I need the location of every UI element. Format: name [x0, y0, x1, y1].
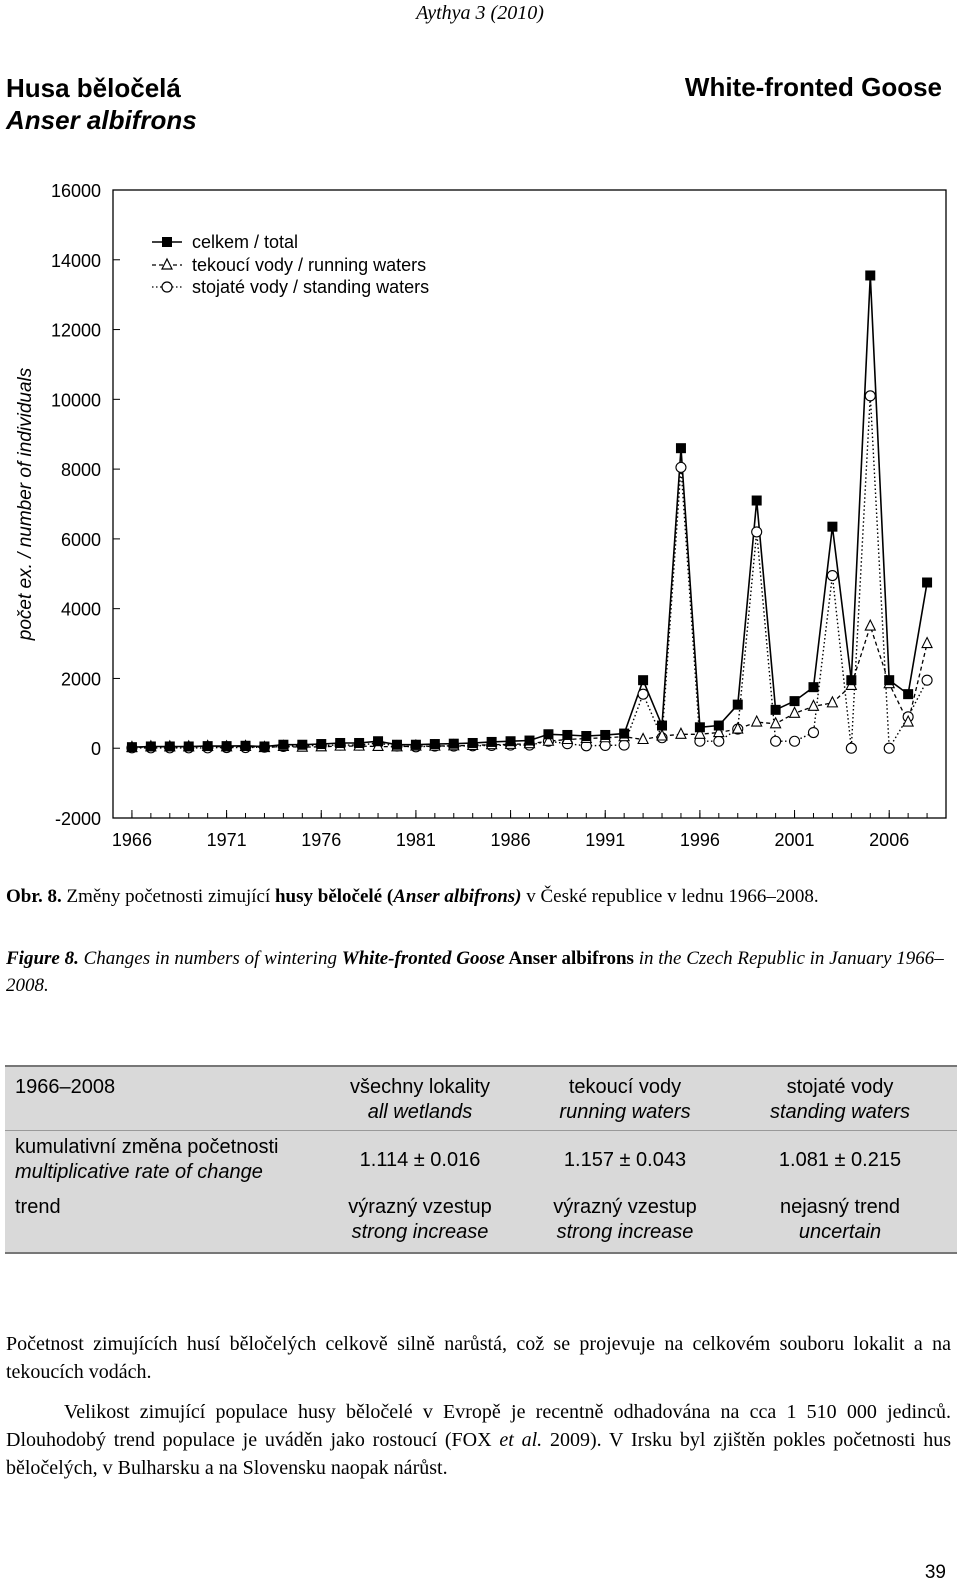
population-trend-chart [0, 170, 960, 860]
caption-en-label: Figure 8. [6, 948, 79, 969]
data-point-total [808, 682, 818, 692]
row-trend-label: trend [15, 1196, 61, 1218]
col-standing-waters-en: standing waters [769, 1101, 911, 1123]
trend-standing-waters-cz: nejasný trend [779, 1196, 901, 1218]
data-point-standing [808, 728, 818, 738]
y-tick-label: 14000 [50, 250, 101, 271]
trend-running-waters-en: strong increase [556, 1221, 694, 1243]
data-point-total [316, 739, 326, 749]
series-line-triangle [132, 626, 927, 747]
series-line-circle [132, 396, 927, 748]
data-point-total [468, 738, 478, 748]
data-point-total [354, 738, 364, 748]
journal-header: Aythya 3 (2010) [416, 2, 544, 24]
paragraph-2-part-2: 2009). V Irsku byl zjištěn pokles početnosti hus běločelých, v Bulharsku a na Slovensku naopak nárůst. [6, 1429, 951, 1479]
data-point-total [790, 696, 800, 706]
caption-en-text-end: in the Czech Republic in January 1966–2008. [6, 948, 944, 996]
legend-standing-marker [162, 282, 172, 292]
legend-total-marker [162, 237, 172, 247]
y-tick-label: -2000 [54, 809, 101, 829]
legend-standing-label: stojaté vody / standing waters [192, 277, 430, 297]
trend-standing-waters [740, 1195, 940, 1245]
data-point-total [676, 443, 686, 453]
x-axis-ticks [112, 810, 927, 850]
data-point-running [922, 638, 932, 648]
data-point-standing [884, 743, 894, 753]
caption-cz-species: husy běločelé ( [274, 886, 394, 907]
data-point-standing [846, 743, 856, 753]
row-rate-cz: kumulativní změna početnosti [15, 1136, 279, 1158]
y-tick-label: 2000 [60, 669, 101, 690]
species-title-czech [6, 72, 197, 136]
data-point-total [752, 496, 762, 506]
data-point-total [733, 700, 743, 710]
data-point-total [714, 721, 724, 731]
data-point-standing [827, 571, 837, 581]
data-point-running [790, 707, 800, 717]
data-point-total [222, 741, 232, 751]
paragraph-european-population [6, 1398, 951, 1482]
series-line-square [132, 276, 927, 748]
x-tick-label: 1971 [206, 830, 247, 850]
data-point-total [373, 736, 383, 746]
figure-caption-czech [6, 883, 951, 910]
trend-running-waters [530, 1195, 720, 1245]
x-tick-label: 1991 [585, 830, 626, 850]
data-point-total [865, 270, 875, 280]
data-point-running [752, 716, 762, 726]
caption-cz-latin: Anser albifrons) [393, 886, 522, 907]
col-running-waters-header [530, 1075, 720, 1125]
data-point-total [543, 729, 553, 739]
data-point-standing [922, 675, 932, 685]
caption-cz-label: Obr. 8. [6, 886, 62, 907]
data-point-standing [714, 736, 724, 746]
x-tick-label: 1986 [490, 830, 531, 850]
data-point-standing [638, 689, 648, 699]
col-standing-waters-cz: stojaté vody [786, 1076, 894, 1098]
data-point-total [846, 675, 856, 685]
y-tick-label: 8000 [60, 460, 101, 481]
data-point-total [449, 739, 459, 749]
legend-running-label: tekoucí vody / running waters [192, 255, 427, 275]
trend-standing-waters-en: uncertain [798, 1221, 882, 1243]
col-all-wetlands-cz: všechny lokality [349, 1076, 491, 1098]
data-point-total [430, 739, 440, 749]
caption-cz-text-end: v České republice v lednu 1966–2008. [521, 886, 819, 907]
y-tick-label: 0 [90, 739, 101, 760]
x-tick-label: 1966 [111, 830, 152, 850]
rate-running-waters: 1.157 ± 0.043 [563, 1149, 687, 1171]
caption-en-text: Changes in numbers of wintering [78, 948, 342, 969]
data-point-total [562, 730, 572, 740]
data-point-running [865, 620, 875, 630]
table-header-divider [5, 1130, 957, 1131]
paragraph-2-part-1: Velikost zimující populace husy běločelé v Evropě je recentně odhadována na cca 1 510 000 jedinců. Dlouhodobý trend populace je uváděn jako rostoucí (FOX [6, 1401, 951, 1451]
paragraph-trend-summary: Početnost zimujících husí běločelých celkově silně narůstá, což se projevuje na celkovém souboru lokalit a na tekoucích vodách. [6, 1333, 951, 1383]
data-point-total [335, 738, 345, 748]
data-point-total [581, 731, 591, 741]
rate-standing-waters: 1.081 ± 0.215 [778, 1149, 902, 1171]
x-tick-label: 1976 [301, 830, 342, 850]
data-point-total [903, 689, 913, 699]
data-point-total [600, 730, 610, 740]
data-point-running [638, 734, 648, 744]
data-point-total [487, 737, 497, 747]
data-point-standing [790, 736, 800, 746]
data-point-total [657, 721, 667, 731]
rate-all-wetlands: 1.114 ± 0.016 [359, 1149, 481, 1171]
data-point-total [241, 741, 251, 751]
y-axis-ticks [51, 181, 120, 829]
species-name-latin: Anser albifrons [6, 105, 197, 135]
y-tick-label: 16000 [50, 181, 101, 201]
data-point-total [619, 729, 629, 739]
data-point-total [411, 740, 421, 750]
data-point-running [827, 697, 837, 707]
data-point-total [525, 736, 535, 746]
data-point-total [695, 722, 705, 732]
data-point-total [203, 741, 213, 751]
species-name-czech: Husa běločelá [6, 73, 181, 103]
data-point-total [884, 675, 894, 685]
row-rate-of-change-label [15, 1135, 278, 1185]
data-point-total [297, 740, 307, 750]
paragraph-2-citation-etal: et al. [499, 1429, 543, 1451]
page-number: 39 [924, 1562, 946, 1583]
y-tick-label: 10000 [50, 390, 101, 411]
x-tick-label: 2001 [774, 830, 815, 850]
data-point-total [827, 522, 837, 532]
caption-cz-text: Změny početnosti zimující [61, 886, 275, 907]
data-point-total [165, 741, 175, 751]
col-running-waters-en: running waters [559, 1101, 691, 1123]
data-point-total [146, 741, 156, 751]
data-point-standing [752, 527, 762, 537]
data-point-total [922, 578, 932, 588]
trend-all-wetlands [325, 1195, 515, 1245]
data-point-total [259, 741, 269, 751]
figure-caption-english [6, 945, 951, 999]
trend-all-wetlands-en: strong increase [351, 1221, 489, 1243]
trend-statistics-table [5, 1065, 957, 1254]
data-point-standing [771, 736, 781, 746]
col-standing-waters-header [740, 1075, 940, 1125]
y-tick-label: 12000 [50, 320, 101, 341]
data-point-running [771, 718, 781, 728]
x-tick-label: 2006 [869, 830, 910, 850]
table-period: 1966–2008 [15, 1076, 116, 1098]
y-axis-label: počet ex. / number of individuals [15, 367, 36, 641]
legend-running-marker [162, 259, 172, 269]
data-point-total [392, 740, 402, 750]
row-rate-en: multiplicative rate of change [15, 1161, 263, 1183]
data-point-total [127, 742, 137, 752]
x-tick-label: 1981 [395, 830, 436, 850]
x-tick-label: 1996 [679, 830, 720, 850]
chart-legend [152, 232, 429, 297]
data-point-total [771, 705, 781, 715]
data-point-total [184, 741, 194, 751]
legend-total-label: celkem / total [192, 232, 299, 252]
data-point-running [676, 728, 686, 738]
species-title-english: White-fronted Goose [684, 72, 942, 102]
caption-en-latin: Anser albifrons [504, 948, 634, 969]
col-all-wetlands-en: all wetlands [367, 1101, 473, 1123]
y-tick-label: 4000 [60, 599, 101, 620]
data-point-total [278, 740, 288, 750]
caption-en-species: White-fronted Goose [341, 948, 505, 969]
trend-all-wetlands-cz: výrazný vzestup [348, 1196, 492, 1218]
series-layer [127, 270, 932, 753]
col-running-waters-cz: tekoucí vody [568, 1076, 682, 1098]
col-all-wetlands-header [325, 1075, 515, 1125]
y-tick-label: 6000 [60, 529, 101, 550]
data-point-total [506, 736, 516, 746]
data-point-standing [619, 740, 629, 750]
data-point-standing [676, 462, 686, 472]
data-point-standing [865, 391, 875, 401]
data-point-total [638, 675, 648, 685]
trend-running-waters-cz: výrazný vzestup [553, 1196, 697, 1218]
